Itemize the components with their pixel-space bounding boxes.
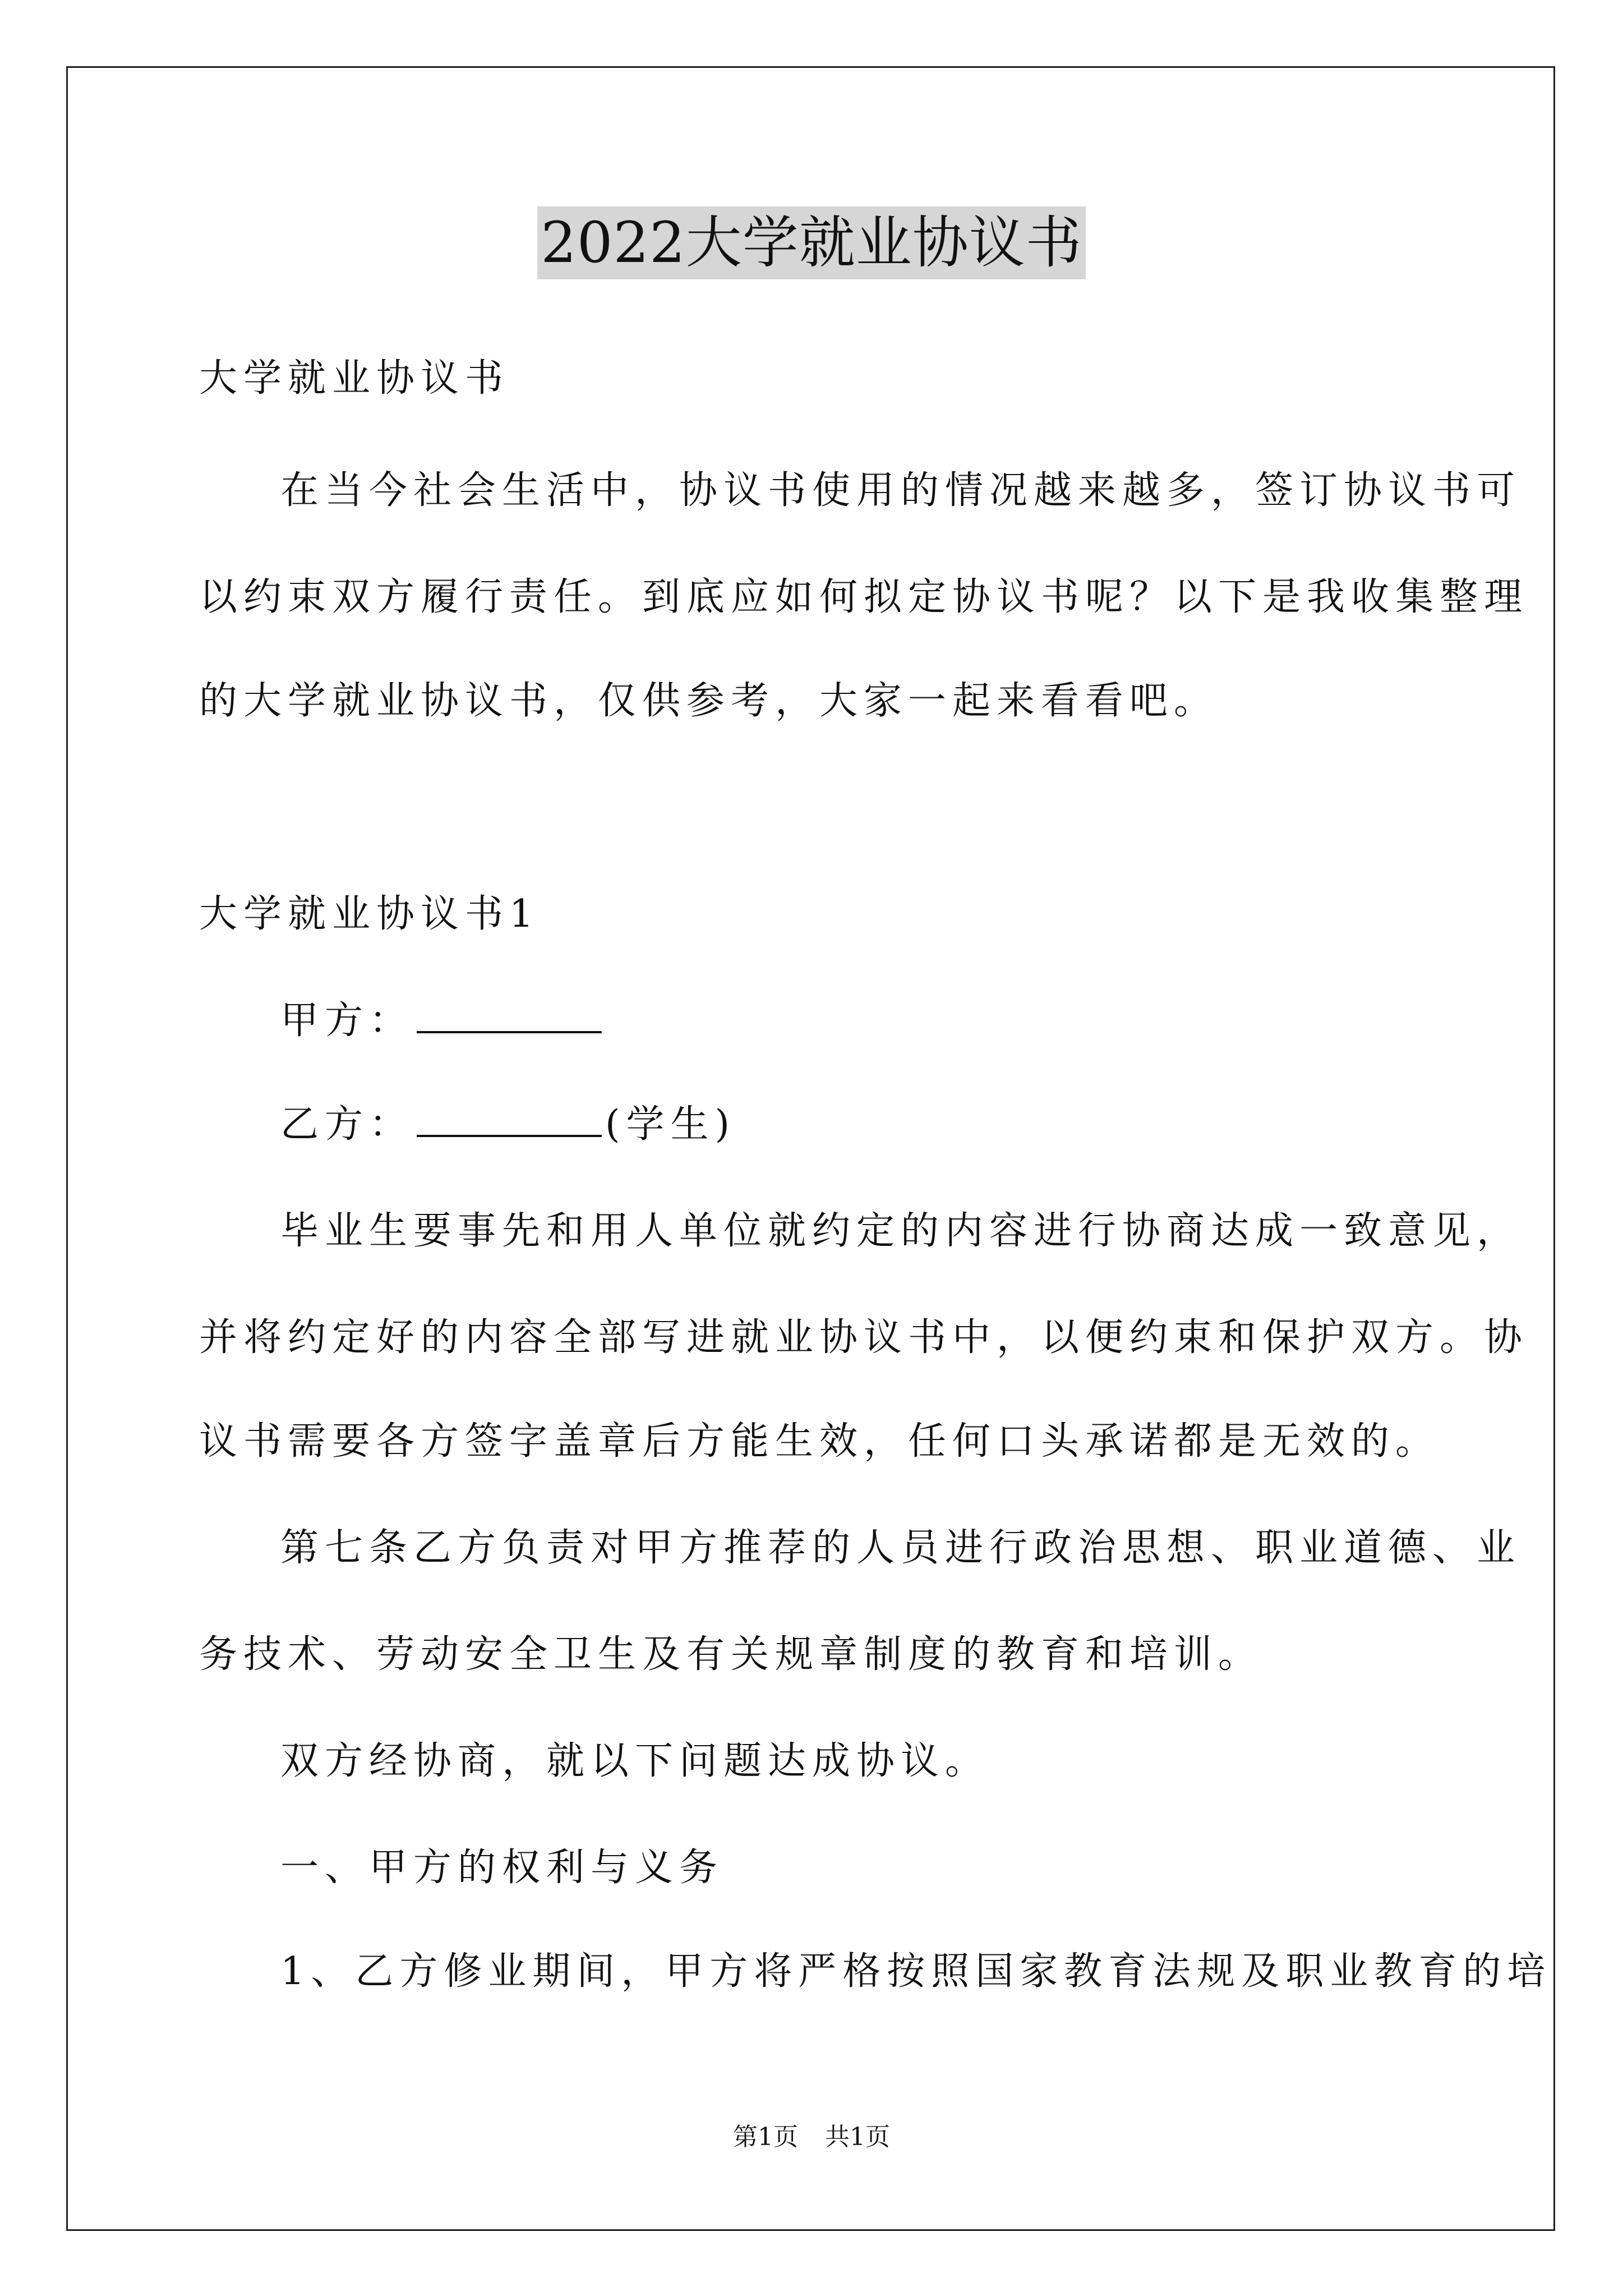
party-a-line xyxy=(280,996,605,1046)
intro-line-1: 在当今社会生活中，协议书使用的情况越来越多，签订协议书可 xyxy=(280,468,1521,513)
page-footer xyxy=(0,2120,1623,2154)
para2-line-1: 第七条乙方负责对甲方推荐的人员进行政治思想、职业道德、业 xyxy=(280,1526,1521,1570)
document-title: 2022大学就业协议书 xyxy=(537,206,1086,279)
para5-line: 1、乙方修业期间，甲方将严格按照国家教育法规及职业教育的培 xyxy=(280,1949,1552,1994)
para1-line-2: 并将约定好的内容全部写进就业协议书中，以便约束和保护双方。协 xyxy=(199,1315,1529,1360)
para1-line-3: 议书需要各方签字盖章后方能生效，任何口头承诺都是无效的。 xyxy=(199,1419,1440,1464)
para1-line-1: 毕业生要事先和用人单位就约定的内容进行协商达成一致意见， xyxy=(280,1209,1521,1253)
party-b-blank xyxy=(417,1101,602,1137)
party-b-line xyxy=(280,1099,736,1150)
para4-line: 一、甲方的权利与义务 xyxy=(280,1846,724,1890)
document-subtitle: 大学就业协议书 xyxy=(199,356,510,401)
para3-line: 双方经协商，就以下问题达成协议。 xyxy=(280,1739,990,1783)
intro-line-3: 的大学就业协议书，仅供参考，大家一起来看看吧。 xyxy=(199,679,1219,723)
party-b-label: 乙方： xyxy=(280,1102,414,1147)
intro-line-2: 以约束双方履行责任。到底应如何拟定协议书呢？以下是我收集整理 xyxy=(199,575,1529,619)
party-b-suffix: (学生) xyxy=(605,1102,736,1147)
para2-line-2: 务技术、劳动安全卫生及有关规章制度的教育和培训。 xyxy=(199,1632,1263,1677)
party-a-blank xyxy=(417,997,602,1033)
party-a-label: 甲方： xyxy=(280,999,414,1043)
title-container xyxy=(0,206,1623,279)
page-number-total: 共1页 xyxy=(825,2123,890,2151)
page-number-current: 第1页 xyxy=(733,2123,798,2151)
section-heading: 大学就业协议书1 xyxy=(199,892,540,936)
